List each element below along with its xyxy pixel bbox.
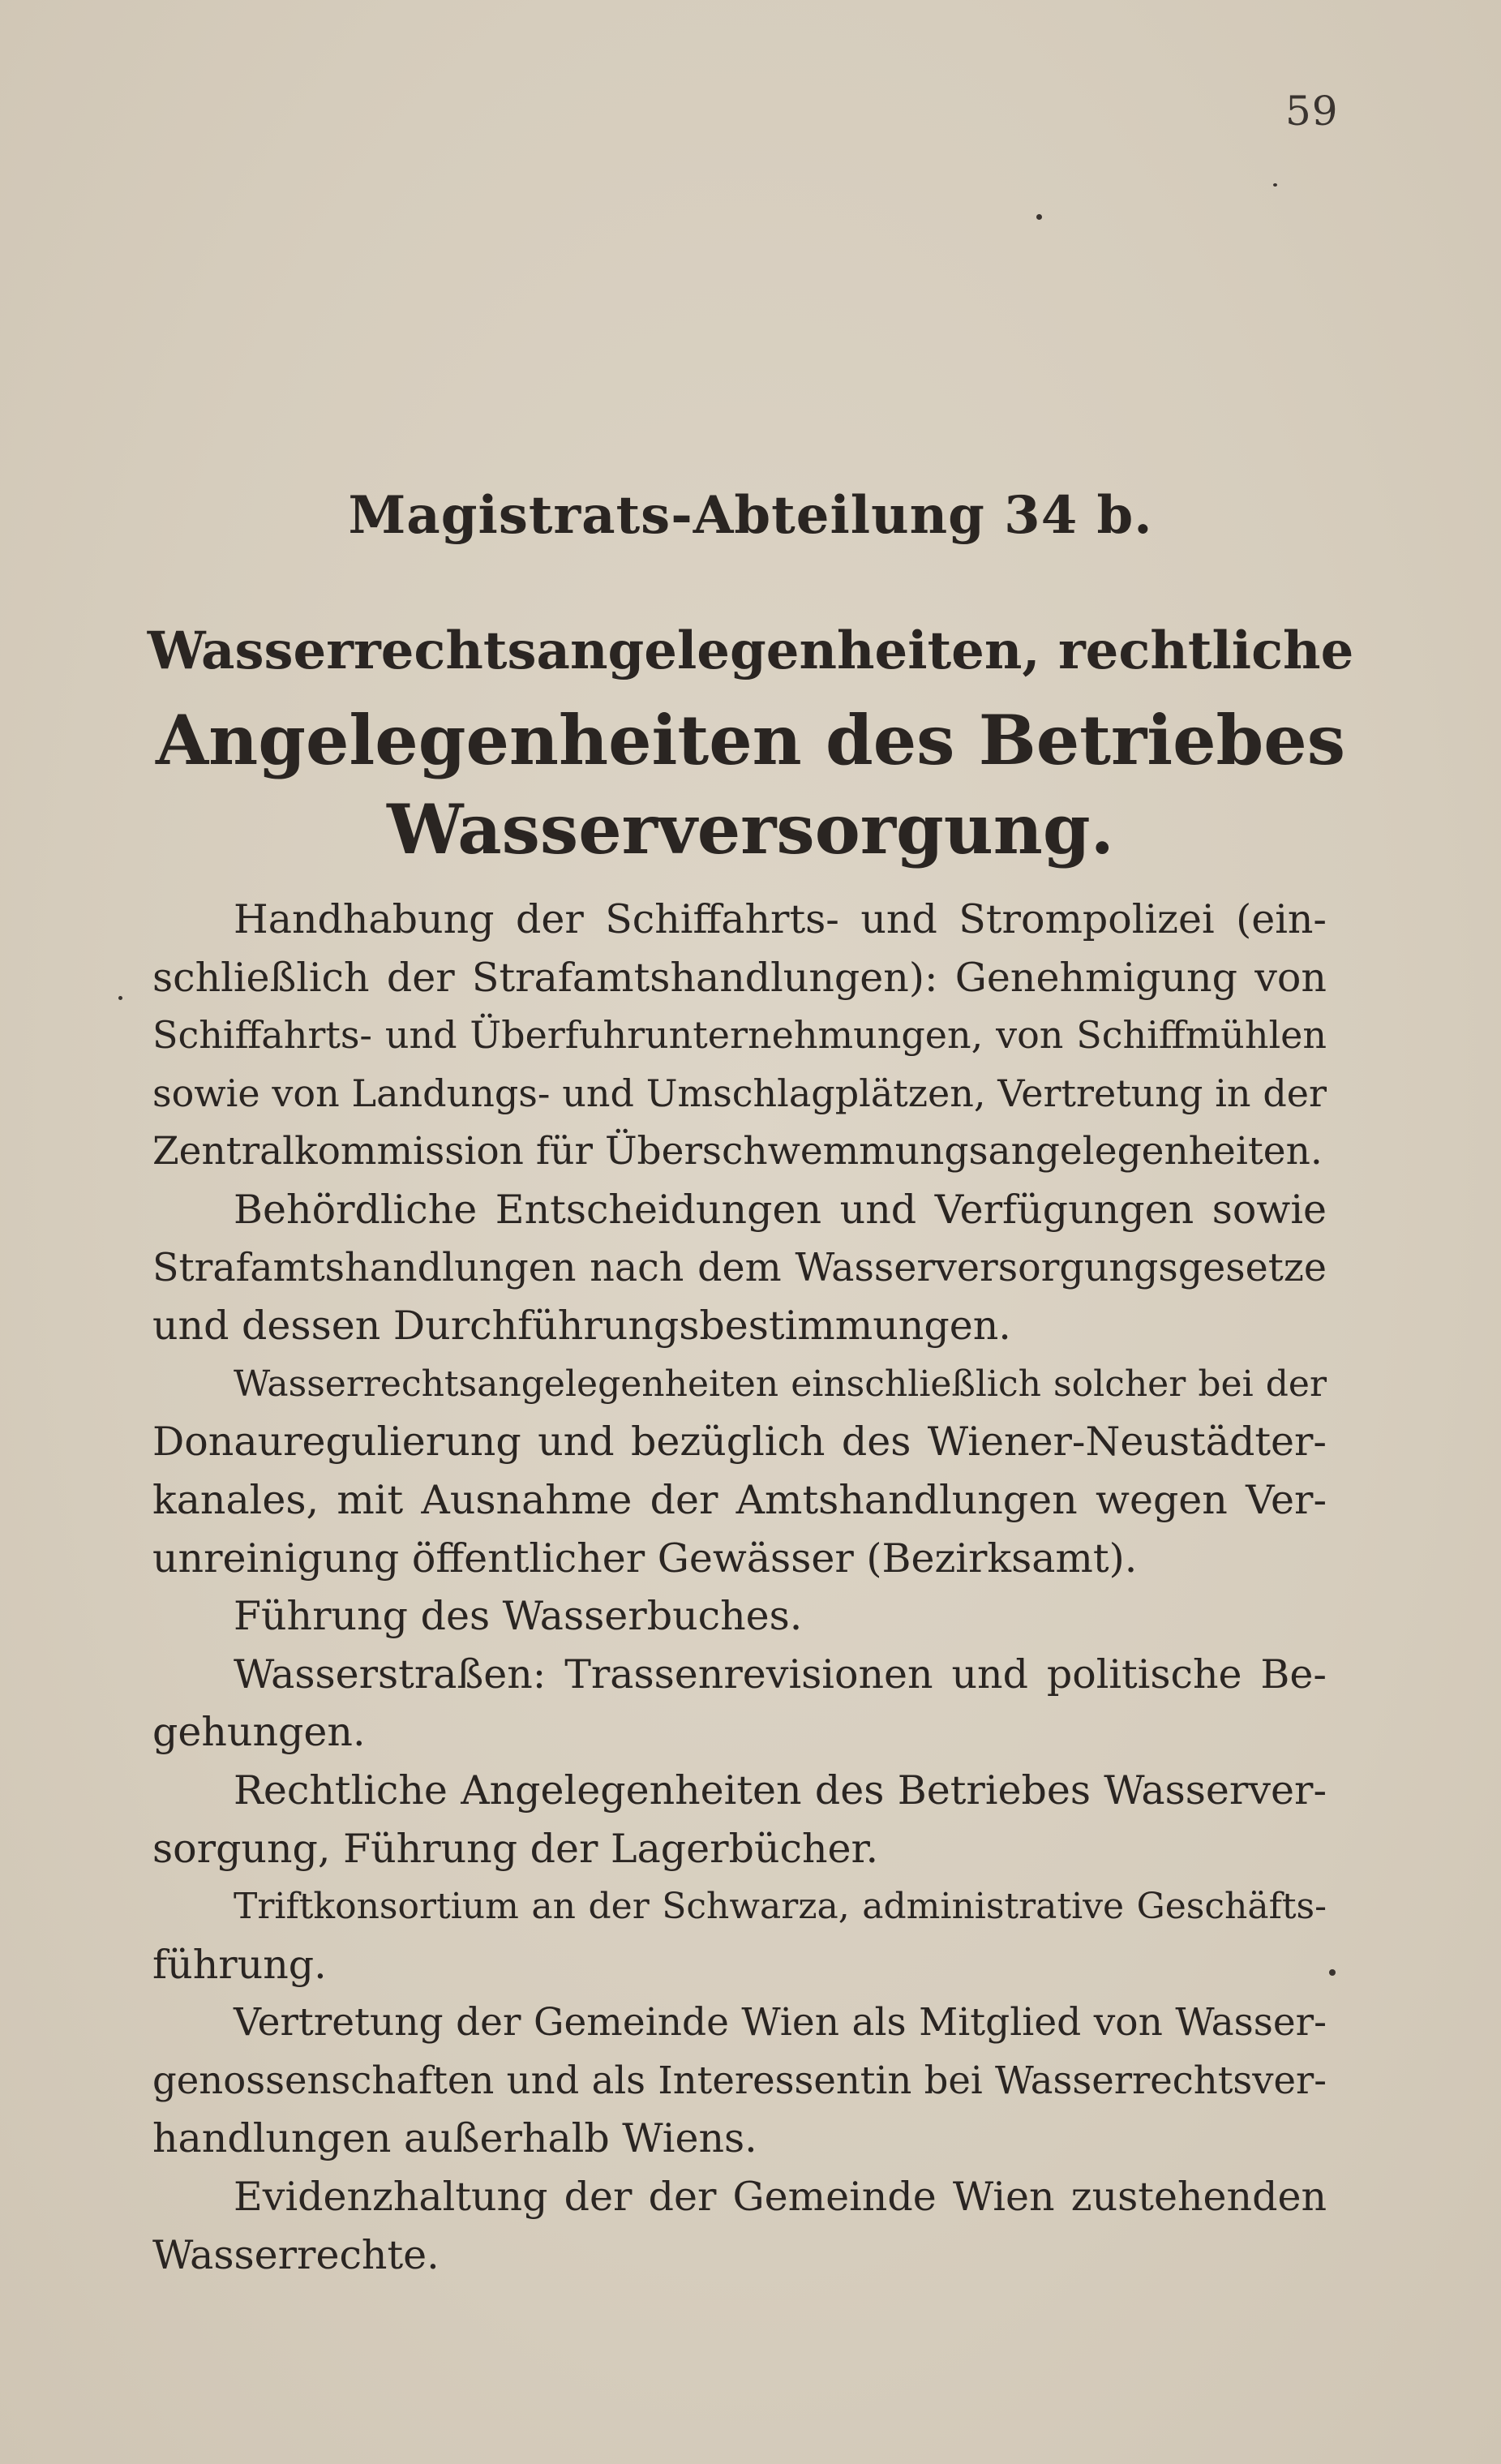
paragraph-line: genossenschaften und als Interessentin bei Wasserrechtsver- xyxy=(152,2058,1327,2102)
title-line: Wasserversorgung. xyxy=(387,789,1114,869)
paragraph-line: Evidenzhaltung der der Gemeinde Wien zustehenden xyxy=(234,2174,1327,2221)
paragraph-line: führung. xyxy=(152,1941,327,1988)
page-number: 59 xyxy=(1285,88,1339,135)
paragraph xyxy=(152,1181,1327,1355)
title-line: Angelegenheiten des Betriebes xyxy=(155,700,1346,780)
paragraph-line: Donauregulierung und bezüglich des Wiener-Neustädter- xyxy=(152,1419,1327,1466)
paragraph-line: Strafamtshandlungen nach dem Wasserversorgungsgesetze xyxy=(152,1245,1327,1290)
ink-speck xyxy=(1036,214,1042,220)
paragraph-line: schließlich der Strafamtshandlungen): Genehmigung von xyxy=(152,954,1327,1001)
paragraph xyxy=(152,891,1327,1181)
paragraph-line: gehungen. xyxy=(152,1709,366,1756)
paragraph-line: Wasserstraßen: Trassenrevisionen und politische Be- xyxy=(234,1651,1327,1698)
paragraph xyxy=(152,1355,1327,1587)
paragraph-line: Triftkonsortium an der Schwarza, administrative Geschäfts- xyxy=(234,1886,1327,1928)
paragraph-line: handlungen außerhalb Wiens. xyxy=(152,2115,757,2162)
paragraph-line: Wasserrechte. xyxy=(152,2231,440,2278)
paragraph-line: sorgung, Führung der Lagerbücher. xyxy=(152,1825,879,1872)
paragraph-line: Behördliche Entscheidungen und Verfügungen sowie xyxy=(234,1186,1327,1233)
ink-speck xyxy=(1329,1969,1336,1976)
paragraph-line: Wasserrechtsangelegenheiten einschließlich solcher bei der xyxy=(234,1363,1327,1405)
paragraph-line: Zentralkommission für Überschwemmungsangelegenheiten. xyxy=(152,1129,1323,1174)
paragraph-line: und dessen Durchführungsbestimmungen. xyxy=(152,1303,1011,1350)
paragraph xyxy=(152,1762,1327,1878)
body-text xyxy=(152,891,1327,2284)
paragraph xyxy=(152,1587,1327,1646)
paragraph-line: kanales, mit Ausnahme der Amtshandlungen wegen Ver- xyxy=(152,1476,1327,1523)
paragraph-line: unreinigung öffentlicher Gewässer (Bezirksamt). xyxy=(152,1535,1138,1582)
ink-speck xyxy=(1273,183,1277,187)
paragraph-line: sowie von Landungs- und Umschlagplätzen, Vertretung in der xyxy=(152,1071,1327,1115)
paragraph-line: Vertretung der Gemeinde Wien als Mitglied von Wasser- xyxy=(234,2000,1327,2045)
department-heading: Magistrats-Abteilung 34 b. xyxy=(348,485,1153,546)
paragraph xyxy=(152,1878,1327,1994)
paragraph xyxy=(152,1994,1327,2168)
paragraph-line: Rechtliche Angelegenheiten des Betriebes Wasserver- xyxy=(234,1766,1327,1814)
paragraph-line: Führung des Wasserbuches. xyxy=(234,1593,803,1640)
section-title xyxy=(146,607,1355,874)
paragraph xyxy=(152,2168,1327,2284)
ink-speck xyxy=(118,996,122,1000)
paragraph-line: Schiffahrts- und Überfuhrunternehmungen, von Schiffmühlen xyxy=(152,1013,1327,1058)
paragraph-line: Handhabung der Schiffahrts- und Strompolizei (ein- xyxy=(234,896,1327,942)
title-line: Wasserrechtsangelegenheiten, rechtliche xyxy=(147,620,1354,681)
paragraph xyxy=(152,1646,1327,1762)
